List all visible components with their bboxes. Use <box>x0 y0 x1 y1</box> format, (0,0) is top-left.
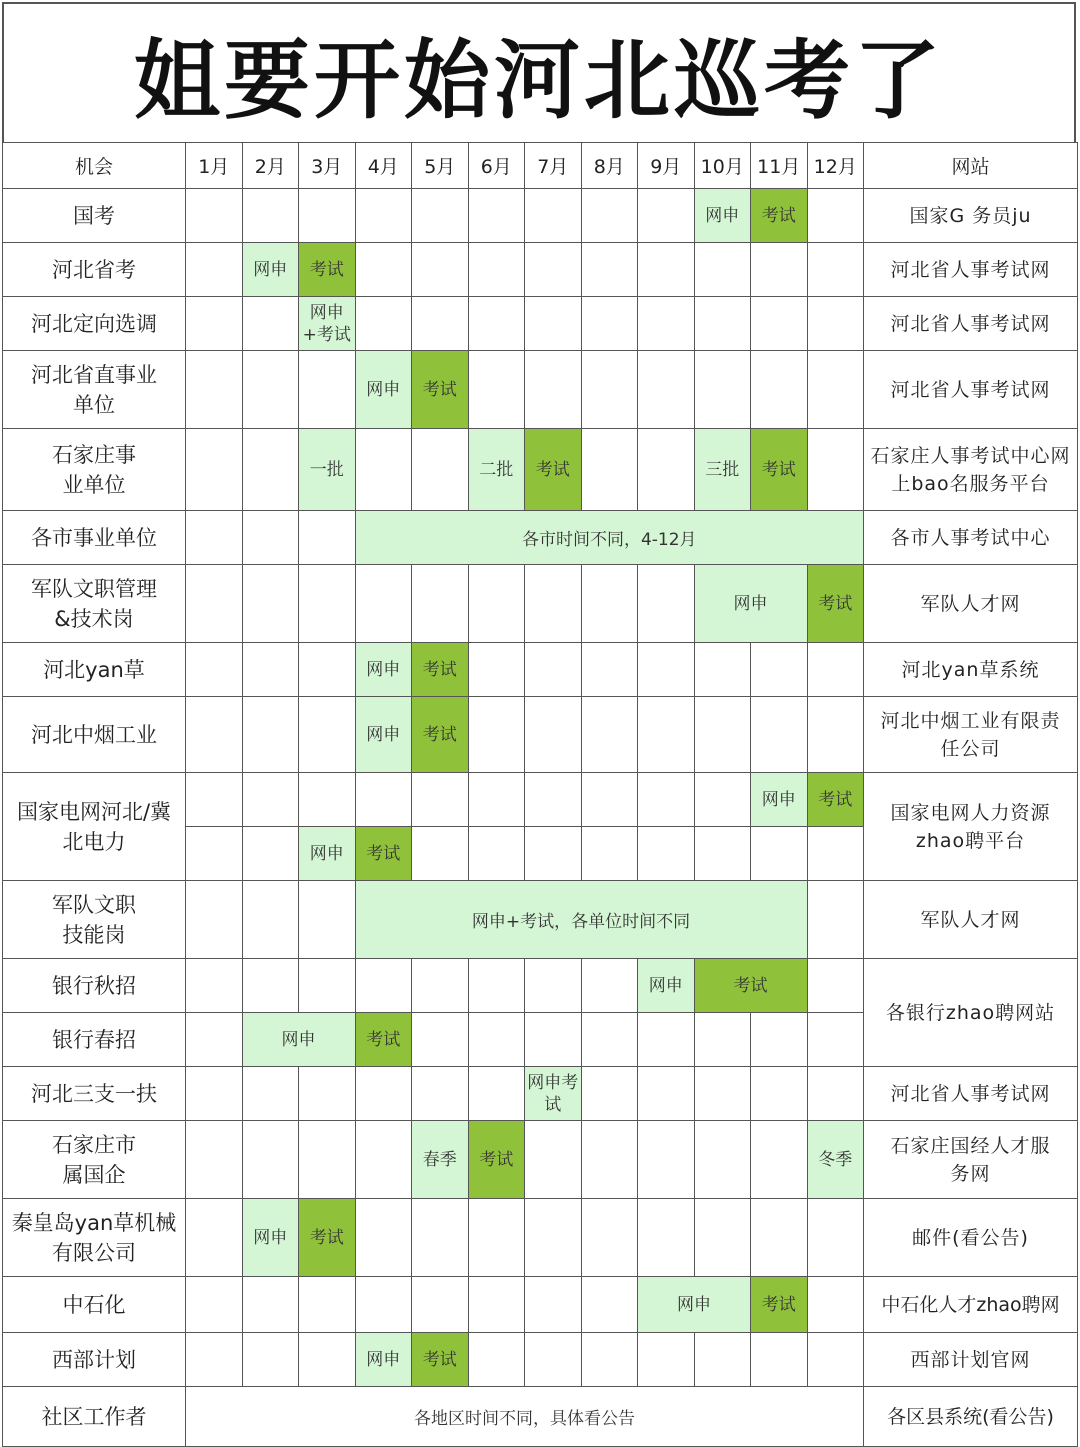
table-row <box>3 1387 1078 1447</box>
row-name: 军队文职技能岗 <box>3 881 186 959</box>
exam-cell: 考试 <box>412 697 469 773</box>
header-website: 网站 <box>864 143 1078 189</box>
header-month: 8月 <box>581 143 638 189</box>
row-website: 石家庄国经人才服务网 <box>864 1121 1078 1199</box>
table-row <box>3 697 1078 773</box>
exam-cell: 考试 <box>525 429 582 511</box>
header-month: 10月 <box>694 143 751 189</box>
table-row <box>3 351 1078 429</box>
row-name: 河北省直事业单位 <box>3 351 186 429</box>
row-website: 国家G 务员ju <box>864 189 1078 243</box>
row-name: 国家电网河北/冀北电力 <box>3 773 186 881</box>
batch-cell: 三批 <box>694 429 751 511</box>
page-title: 姐要开始河北巡考了 <box>2 2 1076 142</box>
table-row <box>3 773 1078 827</box>
exam-schedule-table <box>2 142 1078 1447</box>
table-row <box>3 511 1078 565</box>
apply-cell: 网申 <box>355 697 412 773</box>
exam-cell: 考试 <box>355 827 412 881</box>
exam-cell: 考试 <box>807 565 864 643</box>
row-name: 河北yan草 <box>3 643 186 697</box>
header-month: 5月 <box>412 143 469 189</box>
apply-cell: 网申 <box>355 351 412 429</box>
exam-cell: 考试 <box>299 243 356 297</box>
table-row <box>3 297 1078 351</box>
row-website: 各银行zhao聘网站 <box>864 959 1078 1067</box>
season-cell: 春季 <box>412 1121 469 1199</box>
table-row <box>3 881 1078 959</box>
exam-cell: 考试 <box>751 1277 808 1333</box>
row-name: 河北省考 <box>3 243 186 297</box>
table-row <box>3 1333 1078 1387</box>
exam-cell: 考试 <box>694 959 807 1013</box>
span-note: 各市时间不同，4-12月 <box>355 511 864 565</box>
header-month: 4月 <box>355 143 412 189</box>
apply-cell: 网申 <box>751 773 808 827</box>
row-name: 各市事业单位 <box>3 511 186 565</box>
table-row <box>3 429 1078 511</box>
header-month: 12月 <box>807 143 864 189</box>
header-month: 2月 <box>242 143 299 189</box>
apply-cell: 网申 <box>694 189 751 243</box>
apply-cell: 网申 <box>694 565 807 643</box>
row-website: 石家庄人事考试中心网上bao名服务平台 <box>864 429 1078 511</box>
header-month: 11月 <box>751 143 808 189</box>
table-row <box>3 243 1078 297</box>
row-website: 中石化人才zhao聘网 <box>864 1277 1078 1333</box>
season-cell: 冬季 <box>807 1121 864 1199</box>
table-row <box>3 959 1078 1013</box>
row-website: 军队人才网 <box>864 881 1078 959</box>
row-website: 国家电网人力资源zhao聘平台 <box>864 773 1078 881</box>
header-opportunity: 机会 <box>3 143 186 189</box>
batch-cell: 一批 <box>299 429 356 511</box>
row-website: 河北省人事考试网 <box>864 1067 1078 1121</box>
table-row <box>3 1121 1078 1199</box>
exam-cell: 考试 <box>412 351 469 429</box>
exam-cell: 考试 <box>807 773 864 827</box>
row-website: 邮件(看公告) <box>864 1199 1078 1277</box>
apply-cell: 网申 <box>242 1199 299 1277</box>
row-website: 河北省人事考试网 <box>864 243 1078 297</box>
span-note: 网申+考试，各单位时间不同 <box>355 881 807 959</box>
exam-cell: 考试 <box>412 1333 469 1387</box>
apply-cell: 网申 <box>355 1333 412 1387</box>
header-month: 7月 <box>525 143 582 189</box>
row-name: 国考 <box>3 189 186 243</box>
apply-exam-cell: 网申考试 <box>525 1067 582 1121</box>
table-row <box>3 1199 1078 1277</box>
exam-cell: 考试 <box>751 189 808 243</box>
header-month: 6月 <box>468 143 525 189</box>
exam-cell: 考试 <box>468 1121 525 1199</box>
exam-cell: 考试 <box>751 429 808 511</box>
row-name: 石家庄事业单位 <box>3 429 186 511</box>
header-month: 1月 <box>186 143 243 189</box>
apply-cell: 网申 <box>242 243 299 297</box>
row-website: 河北省人事考试网 <box>864 297 1078 351</box>
apply-cell: 网申 <box>638 1277 751 1333</box>
exam-cell: 考试 <box>355 1013 412 1067</box>
table-row <box>3 189 1078 243</box>
table-row <box>3 565 1078 643</box>
apply-exam-cell: 网申+考试 <box>299 297 356 351</box>
row-name: 中石化 <box>3 1277 186 1333</box>
row-name: 石家庄市属国企 <box>3 1121 186 1199</box>
row-name: 西部计划 <box>3 1333 186 1387</box>
exam-cell: 考试 <box>412 643 469 697</box>
row-website: 河北yan草系统 <box>864 643 1078 697</box>
row-name: 河北定向选调 <box>3 297 186 351</box>
apply-cell: 网申 <box>299 827 356 881</box>
row-name: 银行秋招 <box>3 959 186 1013</box>
header-month: 9月 <box>638 143 695 189</box>
table-row <box>3 643 1078 697</box>
apply-cell: 网申 <box>638 959 695 1013</box>
exam-cell: 考试 <box>299 1199 356 1277</box>
header-row <box>3 143 1078 189</box>
row-website: 河北省人事考试网 <box>864 351 1078 429</box>
row-website: 西部计划官网 <box>864 1333 1078 1387</box>
header-month: 3月 <box>299 143 356 189</box>
table-row <box>3 1277 1078 1333</box>
table-row <box>3 1067 1078 1121</box>
span-note: 各地区时间不同，具体看公告 <box>186 1387 864 1447</box>
row-name: 军队文职管理&技术岗 <box>3 565 186 643</box>
row-name: 秦皇岛yan草机械有限公司 <box>3 1199 186 1277</box>
row-website: 各区县系统(看公告) <box>864 1387 1078 1447</box>
row-website: 河北中烟工业有限责任公司 <box>864 697 1078 773</box>
row-website: 各市人事考试中心 <box>864 511 1078 565</box>
row-name: 社区工作者 <box>3 1387 186 1447</box>
row-name: 河北中烟工业 <box>3 697 186 773</box>
row-name: 河北三支一扶 <box>3 1067 186 1121</box>
row-website: 军队人才网 <box>864 565 1078 643</box>
row-name: 银行春招 <box>3 1013 186 1067</box>
apply-cell: 网申 <box>242 1013 355 1067</box>
batch-cell: 二批 <box>468 429 525 511</box>
apply-cell: 网申 <box>355 643 412 697</box>
